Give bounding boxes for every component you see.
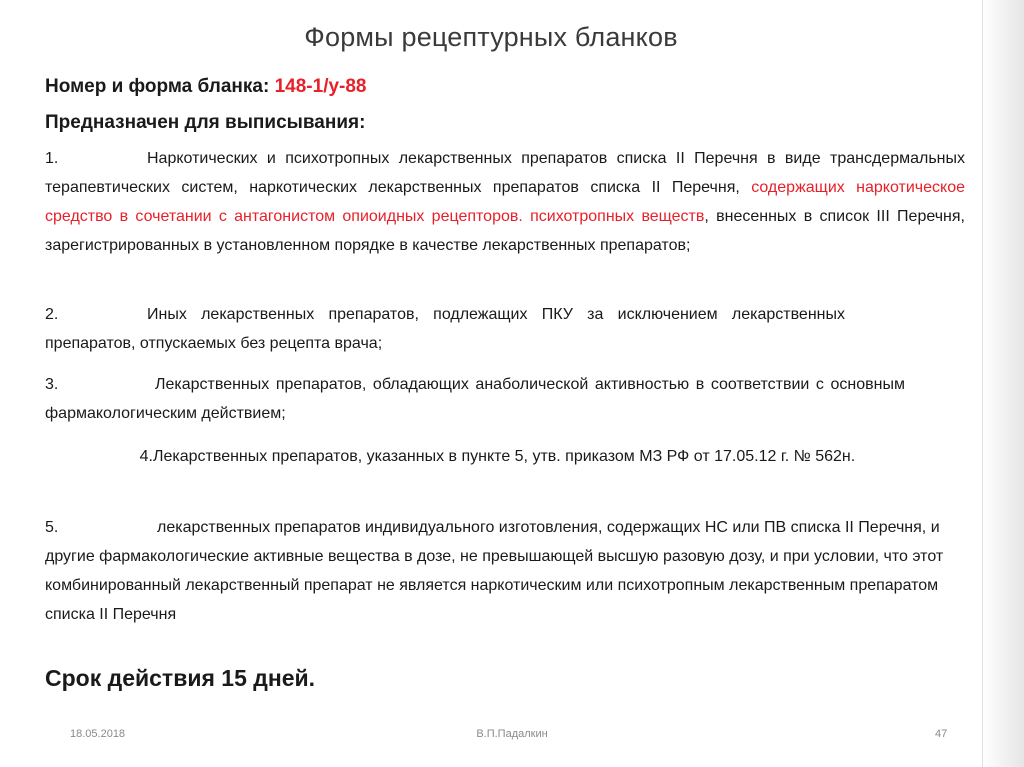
form-number-value: 148-1/у-88 (274, 76, 367, 97)
slide-edge-shadow (982, 0, 1024, 767)
item-text: лекарственных препаратов индивидуального изготовления, содержащих НС или ПВ списка II Перечня, и другие фармакологические активные вещества в дозе, не превышающей высшую разовую дозу, и при условии, что этот комбинированный лекарственный препарат не является наркотическим или психотропным лекарственным препаратом списка II Перечня (45, 519, 944, 623)
item-number: 2. (45, 306, 59, 323)
list-item-4 (45, 442, 925, 471)
list-item-1 (45, 144, 965, 260)
item-text: Лекарственных препаратов, обладающих анаболической активностью в соответствии с основным фармакологическим действием; (45, 376, 905, 422)
item-number: 3. (45, 376, 59, 393)
footer-author: В.П.Падалкин (476, 728, 548, 740)
purpose-heading: Предназначен для выписывания: (45, 112, 366, 133)
item-text: Лекарственных препаратов, указанных в пункте 5, утв. приказом МЗ РФ от 17.05.12 г. № 562н. (153, 448, 856, 465)
form-number-line (45, 76, 367, 98)
slide-title: Формы рецептурных бланков (304, 22, 678, 52)
footer-page-number: 47 (935, 728, 948, 740)
item-number: 4. (139, 448, 153, 465)
list-item-2 (45, 300, 845, 358)
form-number-label: Номер и форма бланка: (45, 76, 275, 97)
list-item-5 (45, 513, 945, 629)
item-text: Иных лекарственных препаратов, подлежащих ПКУ за исключением лекарственных препаратов, отпускаемых без рецепта врача; (45, 306, 845, 352)
footer-date: 18.05.2018 (70, 728, 126, 740)
item-number: 1. (45, 150, 59, 167)
list-item-3 (45, 370, 905, 428)
validity-period: Срок действия 15 дней. (45, 665, 316, 691)
item-text-continued: , внесенных в список III Перечня, зарегистрированных в установленном порядке в качестве лекарственных препаратов; (45, 208, 965, 254)
item-text-highlight: содержащих наркотическое средство в сочетании с антагонистом опиоидных рецепторов. психотропных веществ (45, 179, 965, 225)
item-number: 5. (45, 519, 59, 536)
item-text: Наркотических и психотропных лекарственных препаратов списка II Перечня в виде трансдермальных терапевтических систем, наркотических лекарственных препаратов списка II Перечня, (45, 150, 965, 196)
